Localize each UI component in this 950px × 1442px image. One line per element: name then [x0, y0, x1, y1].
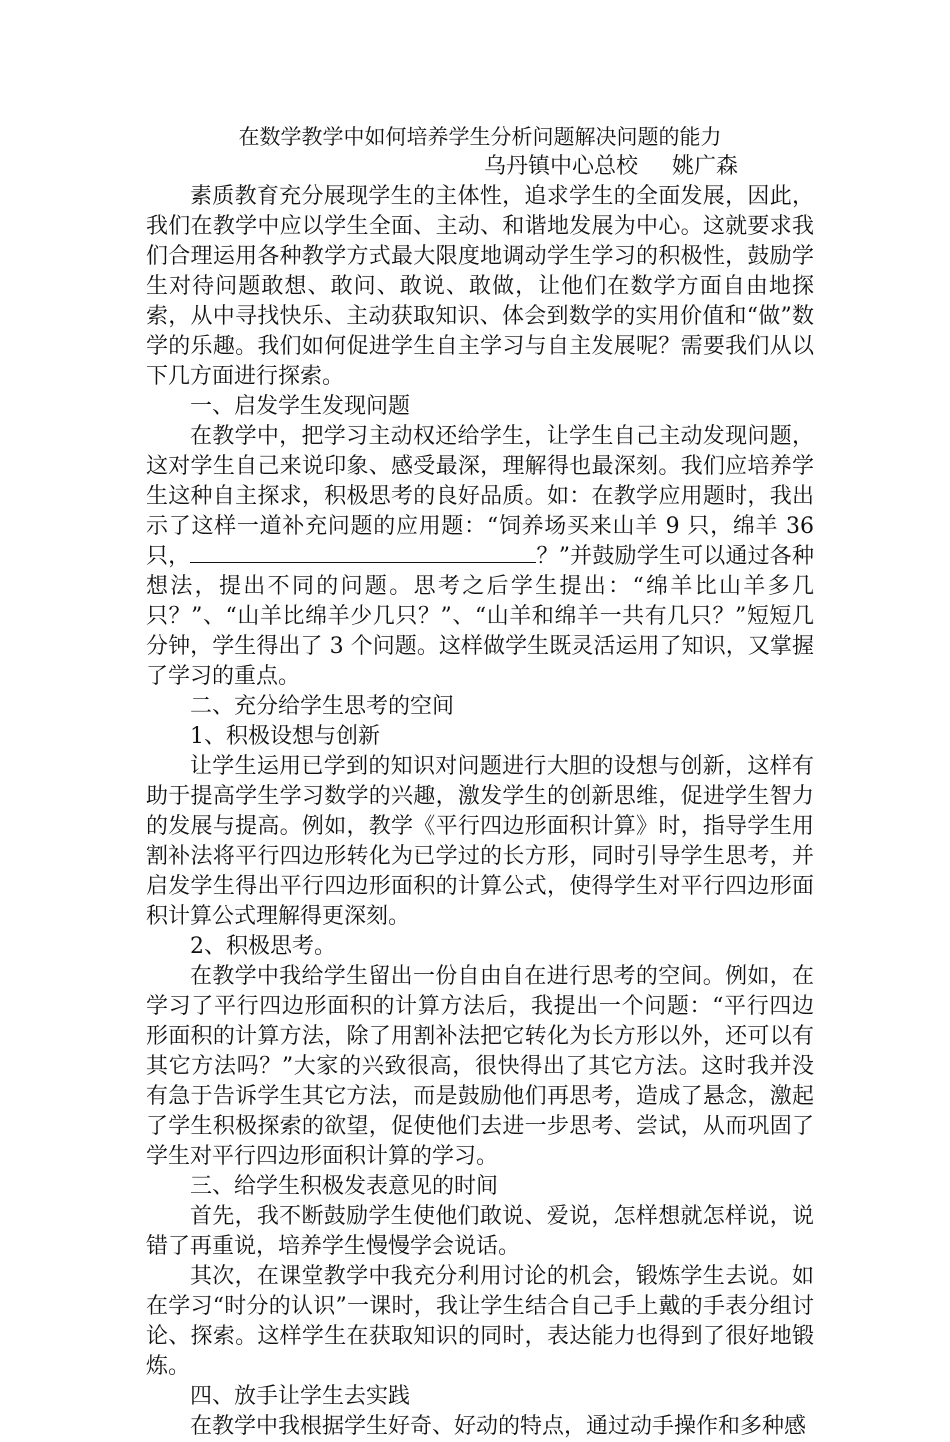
- fill-in-blank-long: [214, 542, 536, 563]
- section-2-sub2-paragraph: 在教学中我给学生留出一份自由自在进行思考的空间。例如，在学习了平行四边形面积的计算方法后，我提出一个问题：“平行四边形面积的计算方法，除了用割补法把它转化为长方形以外，还可以有其它方法吗？”大家的兴致很高，很快得出了其它方法。这时我并没有急于告诉学生其它方法，而是鼓励他们再思考，造成了悬念，激起了学生积极探索的欲望，促使他们去进一步思考、尝试，从而巩固了学生对平行四边形面积计算的学习。: [146, 964, 814, 1169]
- section-1-heading: 一、启发学生发现问题: [190, 394, 411, 419]
- section-3-paragraph-1: 首先，我不断鼓励学生使他们敢说、爱说，怎样想就怎样说，说错了再重说，培养学生慢慢学会说话。: [146, 1204, 814, 1259]
- section-3-paragraph-2: 其次，在课堂教学中我充分利用讨论的机会，锻炼学生去说。如在学习“时分的认识”一课时，我让学生结合自己手上戴的手表分组讨论、探索。这样学生在获取知识的同时，表达能力也得到了很好地锻炼。: [146, 1264, 814, 1379]
- fill-in-blank-short: [190, 542, 214, 563]
- section-3-heading: 三、给学生积极发表意见的时间: [190, 1174, 499, 1199]
- section-2-sub1-heading: 1、积极设想与创新: [190, 724, 380, 749]
- section-4-heading: 四、放手让学生去实践: [190, 1384, 411, 1409]
- author-line: [146, 152, 814, 182]
- section-1-paragraph: [146, 422, 814, 692]
- section-4-paragraph-1: 在教学中我根据学生好奇、好动的特点，通过动手操作和多种感: [190, 1414, 807, 1439]
- section-1-text-before-blank: 在教学中，把学习主动权还给学生，让学生自己主动发现问题，这对学生自己来说印象、感受最深，理解得也最深刻。我们应培养学生这种自主探求，积极思考的良好品质。如：在教学应用题时，我出示了这样一道补充问题的应用题：“饲养场买来山羊 9 只，绵羊 36 只，: [146, 424, 814, 569]
- intro-paragraph: 素质教育充分展现学生的主体性，追求学生的全面发展，因此，我们在教学中应以学生全面、主动、和谐地发展为中心。这就要求我们合理运用各种教学方式最大限度地调动学生学习的积极性，鼓励学生对待问题敢想、敢问、敢说、敢做，让他们在数学方面自由地探索，从中寻找快乐、主动获取知识、体会到数学的实用价值和“做”数学的乐趣。我们如何促进学生自主学习与自主发展呢？需要我们从以下几方面进行探索。: [146, 184, 814, 389]
- section-2-sub2-heading: 2、积极思考。: [190, 934, 336, 959]
- section-2-heading: 二、充分给学生思考的空间: [190, 694, 455, 719]
- author-name: 姚广森: [672, 154, 739, 179]
- author-organization: 乌丹镇中心总校: [484, 154, 639, 179]
- document-page: [146, 122, 814, 1442]
- document-title: 在数学教学中如何培养学生分析问题解决问题的能力: [238, 125, 722, 149]
- section-1-text-after-blank: ？”并鼓励学生可以通过各种想法，提出不同的问题。思考之后学生提出：“绵羊比山羊多几只？”、“山羊比绵羊少几只？”、“山羊和绵羊一共有几只？”短短几分钟，学生得出了 3 个问题。这样做学生既灵活运用了知识，又掌握了学习的重点。: [146, 544, 814, 689]
- section-2-sub1-paragraph: 让学生运用已学到的知识对问题进行大胆的设想与创新，这样有助于提高学生学习数学的兴趣，激发学生的创新思维，促进学生智力的发展与提高。例如，教学《平行四边形面积计算》时，指导学生用割补法将平行四边形转化为已学过的长方形，同时引导学生思考，并启发学生得出平行四边形面积的计算公式，使得学生对平行四边形面积计算公式理解得更深刻。: [146, 754, 814, 929]
